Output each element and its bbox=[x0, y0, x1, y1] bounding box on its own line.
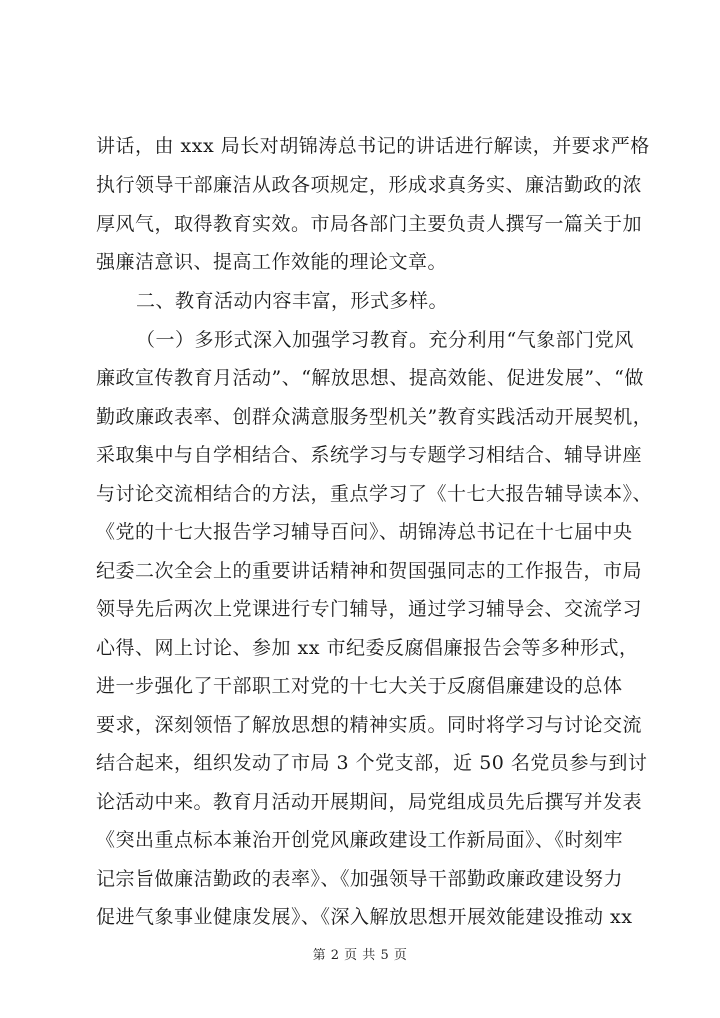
body-text-line: 采取集中与自学相结合、系统学习与专题学习相结合、辅导讲座 bbox=[96, 444, 643, 466]
body-text-line: 结合起来，组织发动了市局 3 个党支部，近 50 名党员参与到讨 bbox=[96, 752, 648, 774]
body-text-line: 记宗旨做廉洁勤政的表率》、《加强领导干部勤政廉政建设努力 bbox=[96, 868, 624, 890]
body-text-line: 廉政宣传教育月活动”、“解放思想、提高效能、促进发展”、“做 bbox=[96, 367, 644, 389]
body-text-line: 进一步强化了干部职工对党的十七大关于反腐倡廉建设的总体 bbox=[96, 675, 623, 697]
body-text-line: 执行领导干部廉洁从政各项规定，形成求真务实、廉洁勤政的浓 bbox=[96, 174, 643, 196]
body-text-line: 领导先后两次上党课进行专门辅导，通过学习辅导会、交流学习 bbox=[96, 598, 643, 620]
body-text-line: 厚风气，取得教育实效。市局各部门主要负责人撰写一篇关于加 bbox=[96, 213, 643, 235]
section-heading: 二、教育活动内容丰富，形式多样。 bbox=[136, 290, 449, 312]
body-text-line: （一）多形式深入加强学习教育。充分利用“气象部门党风 bbox=[136, 329, 634, 351]
body-text-line: 要求，深刻领悟了解放思想的精神实质。同时将学习与讨论交流 bbox=[96, 714, 643, 736]
body-text-line: 勤政廉政表率、创群众满意服务型机关”教育实践活动开展契机， bbox=[96, 406, 653, 428]
body-text-line: 《突出重点标本兼治开创党风廉政建设工作新局面》、《时刻牢 bbox=[96, 829, 624, 851]
body-text-line: 讲话，由 xxx 局长对胡锦涛总书记的讲话进行解读，并要求严格 bbox=[96, 135, 650, 157]
body-text-line: 《党的十七大报告学习辅导百问》、胡锦涛总书记在十七届中央 bbox=[96, 521, 633, 543]
body-text-line: 与讨论交流相结合的方法，重点学习了《十七大报告辅导读本》、 bbox=[96, 483, 653, 505]
body-text-line: 强廉洁意识、提高工作效能的理论文章。 bbox=[96, 251, 448, 273]
body-text-line: 纪委二次全会上的重要讲话精神和贺国强同志的工作报告，市局 bbox=[96, 560, 643, 582]
body-text-line: 心得、网上讨论、参加 xx 市纪委反腐倡廉报告会等多种形式， bbox=[96, 637, 639, 659]
body-text-line: 促进气象事业健康发展》、《深入解放思想开展效能建设推动 xx bbox=[96, 906, 633, 928]
body-text-line: 论活动中来。教育月活动开展期间，局党组成员先后撰写并发表 bbox=[96, 791, 643, 813]
page-number-footer: 第 2 页 共 5 页 bbox=[312, 948, 408, 963]
